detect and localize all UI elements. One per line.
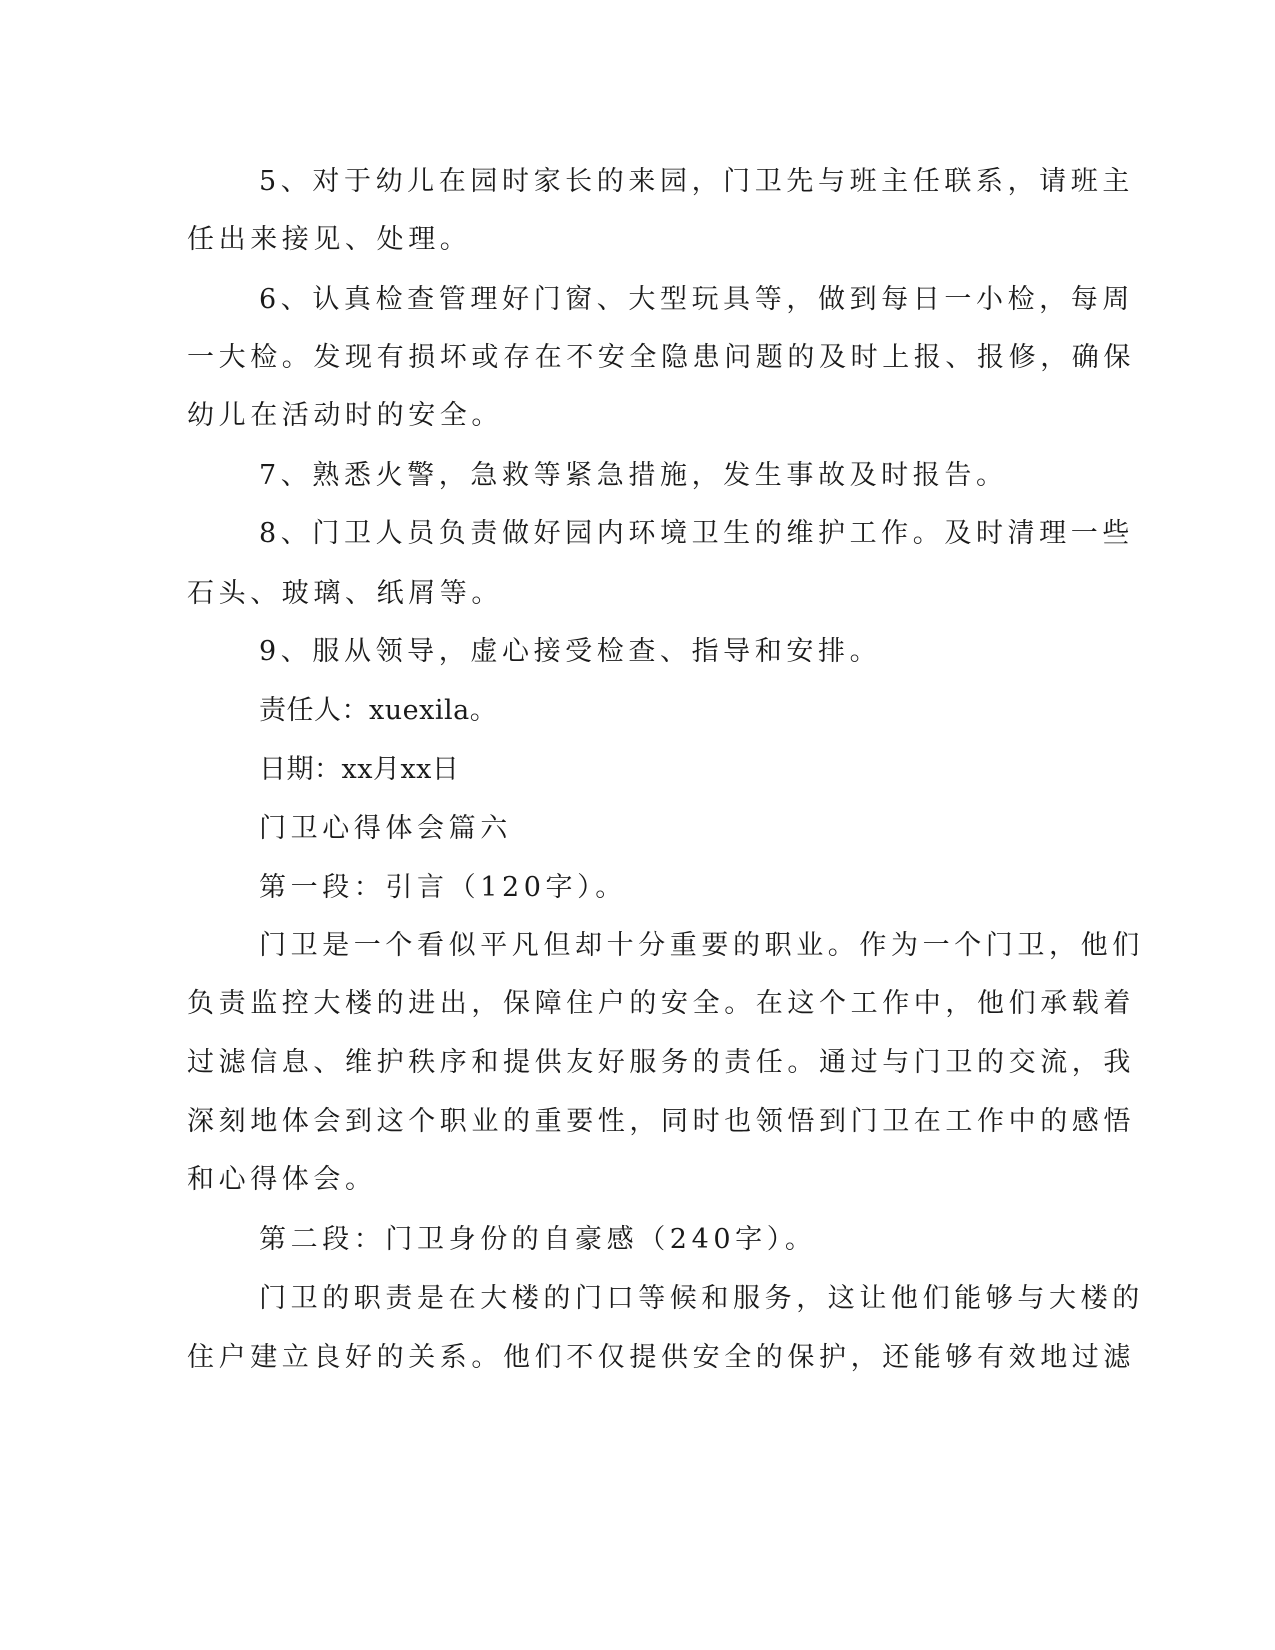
item-7-line-1: 7、熟悉火警，急救等紧急措施，发生事故及时报告。 [259, 460, 1008, 491]
paragraph-1-line-1: 门卫是一个看似平凡但却十分重要的职业。作为一个门卫，他们 [259, 930, 1144, 961]
paragraph-2-heading: 第二段：门卫身份的自豪感（240字）。 [259, 1224, 817, 1255]
item-5-line-2: 任出来接见、处理。 [187, 224, 472, 255]
paragraph-1-line-5: 和心得体会。 [187, 1164, 377, 1195]
item-8-line-1: 8、门卫人员负责做好园内环境卫生的维护工作。及时清理一些 [259, 518, 1134, 549]
item-6-line-3: 幼儿在活动时的安全。 [187, 400, 503, 431]
paragraph-2-line-2: 住户建立良好的关系。他们不仅提供安全的保护，还能够有效地过滤 [187, 1342, 1135, 1373]
date-line: 日期：xx月xx日 [259, 754, 460, 785]
section-title: 门卫心得体会篇六 [259, 813, 512, 844]
item-5-line-1: 5、对于幼儿在园时家长的来园，门卫先与班主任联系，请班主 [259, 166, 1134, 197]
item-6-line-2: 一大检。发现有损坏或存在不安全隐患问题的及时上报、报修，确保 [187, 342, 1135, 373]
item-9-line-1: 9、服从领导，虚心接受检查、指导和安排。 [259, 636, 882, 667]
item-6-line-1: 6、认真检查管理好门窗、大型玩具等，做到每日一小检，每周 [259, 284, 1134, 315]
paragraph-2-line-1: 门卫的职责是在大楼的门口等候和服务，这让他们能够与大楼的 [259, 1283, 1144, 1314]
paragraph-1-line-2: 负责监控大楼的进出，保障住户的安全。在这个工作中，他们承载着 [187, 988, 1135, 1019]
paragraph-1-heading: 第一段：引言（120字）。 [259, 872, 627, 903]
responsible-person: 责任人：xuexila。 [259, 695, 498, 726]
paragraph-1-line-4: 深刻地体会到这个职业的重要性，同时也领悟到门卫在工作中的感悟 [187, 1106, 1135, 1137]
item-8-line-2: 石头、玻璃、纸屑等。 [187, 578, 503, 609]
paragraph-1-line-3: 过滤信息、维护秩序和提供友好服务的责任。通过与门卫的交流，我 [187, 1047, 1135, 1078]
